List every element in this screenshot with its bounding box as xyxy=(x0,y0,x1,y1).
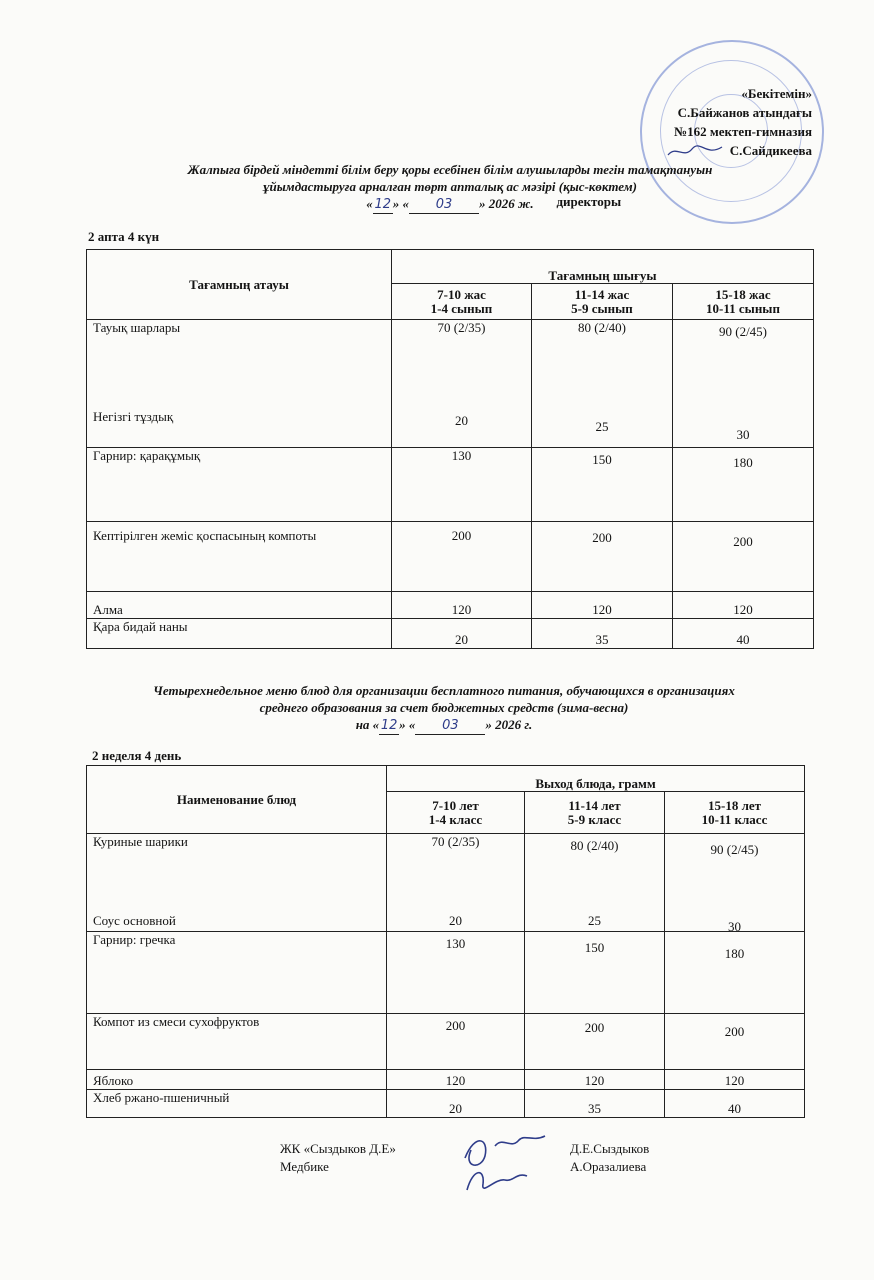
kz-title-line1: Жалпыға бірдей міндетті білім беру қоры есебінен білім алушыларды тегін тамақтануын xyxy=(187,162,713,177)
kz-date-mid: » « xyxy=(392,196,410,211)
table-cell: 120 xyxy=(392,592,532,619)
kz-title xyxy=(100,161,800,214)
approval-heading: «Бекітемін» xyxy=(741,86,812,101)
table-cell: 25 xyxy=(595,419,609,434)
table-cell: 20 xyxy=(455,413,468,428)
ru-col3-header: 15-18 лет 10-11 класс xyxy=(665,792,805,834)
table-row xyxy=(87,932,805,1014)
dish-name: Хлеб ржано-пшеничный xyxy=(87,1090,387,1118)
dish-name: Соус основной xyxy=(93,913,176,928)
ru-title-line1: Четырехнедельное меню блюд для организации бесплатного питания, обучающихся в организациях xyxy=(153,683,735,698)
ru-header-name: Наименование блюд xyxy=(87,766,387,834)
kz-date-close: » 2026 ж. xyxy=(479,196,534,211)
dish-name: Кептірілген жеміс қоспасының компоты xyxy=(87,522,392,592)
table-cell: 25 xyxy=(588,913,601,928)
table-row xyxy=(87,448,814,522)
table-cell: 90 (2/45) xyxy=(718,324,768,339)
table-cell: 200 xyxy=(387,1014,525,1070)
approval-director-label: директоры xyxy=(556,194,622,209)
table-cell: 200 xyxy=(665,1014,805,1070)
kz-title-line2: ұйымдастыруға арналған төрт апталық ас мәзірі (қыс-көктем) xyxy=(263,179,637,194)
kz-col1-header: 7-10 жас 1-4 сынып xyxy=(392,284,532,320)
table-cell: 200 xyxy=(673,522,814,592)
table-cell: 120 xyxy=(673,592,814,619)
ru-title xyxy=(74,682,814,735)
dish-name: Гарнир: қарақұмық xyxy=(87,448,392,522)
footer-signer-1: Д.Е.Сыздыков xyxy=(570,1141,650,1156)
table-row xyxy=(87,1014,805,1070)
ru-header-output: Выход блюда, грамм xyxy=(387,766,805,792)
table-cell: 35 xyxy=(532,619,673,649)
dish-name: Гарнир: гречка xyxy=(87,932,387,1014)
table-cell: 30 xyxy=(736,427,750,442)
table-cell: 30 xyxy=(728,919,741,934)
ru-section-label: 2 неделя 4 день xyxy=(92,748,182,763)
table-cell: 200 xyxy=(392,522,532,592)
table-cell: 180 xyxy=(673,448,814,522)
table-cell: 120 xyxy=(525,1070,665,1090)
footer-nurse-label: Медбике xyxy=(280,1159,329,1174)
ru-menu-table xyxy=(86,765,805,1118)
dish-name: Куриные шарики xyxy=(93,834,188,849)
ru-col1-header: 7-10 лет 1-4 класс xyxy=(387,792,525,834)
table-cell: 130 xyxy=(387,932,525,1014)
kz-date-day: 12 xyxy=(374,197,392,212)
table-cell: 20 xyxy=(387,1090,525,1118)
table-cell: 20 xyxy=(449,913,462,928)
approval-director-name: С.Сайдикеева xyxy=(729,143,812,158)
table-row xyxy=(87,592,814,619)
table-cell: 120 xyxy=(387,1070,525,1090)
kz-section-label: 2 апта 4 күн xyxy=(88,229,160,244)
dish-name: Қара бидай наны xyxy=(87,619,392,649)
table-cell: 150 xyxy=(525,932,665,1014)
footer-right xyxy=(570,1140,649,1176)
ru-date-close: » 2026 г. xyxy=(485,717,533,732)
footer-left xyxy=(280,1140,396,1176)
dish-name: Компот из смеси сухофруктов xyxy=(87,1014,387,1070)
table-row xyxy=(87,320,814,448)
ru-col2-header: 11-14 лет 5-9 класс xyxy=(525,792,665,834)
table-cell: 90 (2/45) xyxy=(710,842,759,857)
kz-col2-header: 11-14 жас 5-9 сынып xyxy=(532,284,673,320)
table-row xyxy=(87,1090,805,1118)
kz-date-month: 03 xyxy=(409,196,479,214)
ru-title-line2: среднего образования за счет бюджетных средств (зима-весна) xyxy=(259,700,629,715)
table-cell: 40 xyxy=(673,619,814,649)
ru-date-open: на « xyxy=(355,717,380,732)
kz-date-open: « xyxy=(366,196,373,211)
table-cell: 120 xyxy=(532,592,673,619)
table-cell: 200 xyxy=(525,1014,665,1070)
approval-school-number: №162 мектеп-гимназия xyxy=(674,124,812,139)
table-row xyxy=(87,522,814,592)
footer-company: ЖК «Сыздыков Д.Е» xyxy=(280,1141,396,1156)
table-cell: 35 xyxy=(525,1090,665,1118)
table-cell: 150 xyxy=(532,448,673,522)
kz-col3-header: 15-18 жас 10-11 сынып xyxy=(673,284,814,320)
table-row xyxy=(87,619,814,649)
table-cell: 40 xyxy=(665,1090,805,1118)
dish-name: Негізгі тұздық xyxy=(93,409,174,424)
kz-header-output: Тағамның шығуы xyxy=(392,250,814,284)
table-cell: 120 xyxy=(665,1070,805,1090)
ru-date-mid: » « xyxy=(399,717,416,732)
table-cell: 200 xyxy=(532,522,673,592)
dish-name: Яблоко xyxy=(87,1070,387,1090)
table-cell: 80 (2/40) xyxy=(570,838,619,853)
kz-header-name: Тағамның атауы xyxy=(87,250,392,320)
dish-name: Алма xyxy=(87,592,392,619)
signatures-icon xyxy=(455,1128,565,1200)
table-cell: 130 xyxy=(392,448,532,522)
ru-date-month: 03 xyxy=(415,717,485,735)
table-cell: 180 xyxy=(665,932,805,1014)
table-cell: 20 xyxy=(392,619,532,649)
dish-name: Тауық шарлары xyxy=(93,320,181,335)
table-cell: 70 (2/35) xyxy=(431,834,480,849)
approval-block xyxy=(556,84,812,209)
table-row xyxy=(87,834,805,932)
table-cell: 70 (2/35) xyxy=(437,320,486,335)
kz-menu-table xyxy=(86,249,814,649)
approval-school: С.Байжанов атындағы xyxy=(677,105,812,120)
ru-date-day: 12 xyxy=(380,718,398,733)
footer-signer-2: А.Оразалиева xyxy=(570,1159,647,1174)
director-signature-icon xyxy=(666,143,726,161)
table-row xyxy=(87,1070,805,1090)
table-cell: 80 (2/40) xyxy=(577,320,627,335)
